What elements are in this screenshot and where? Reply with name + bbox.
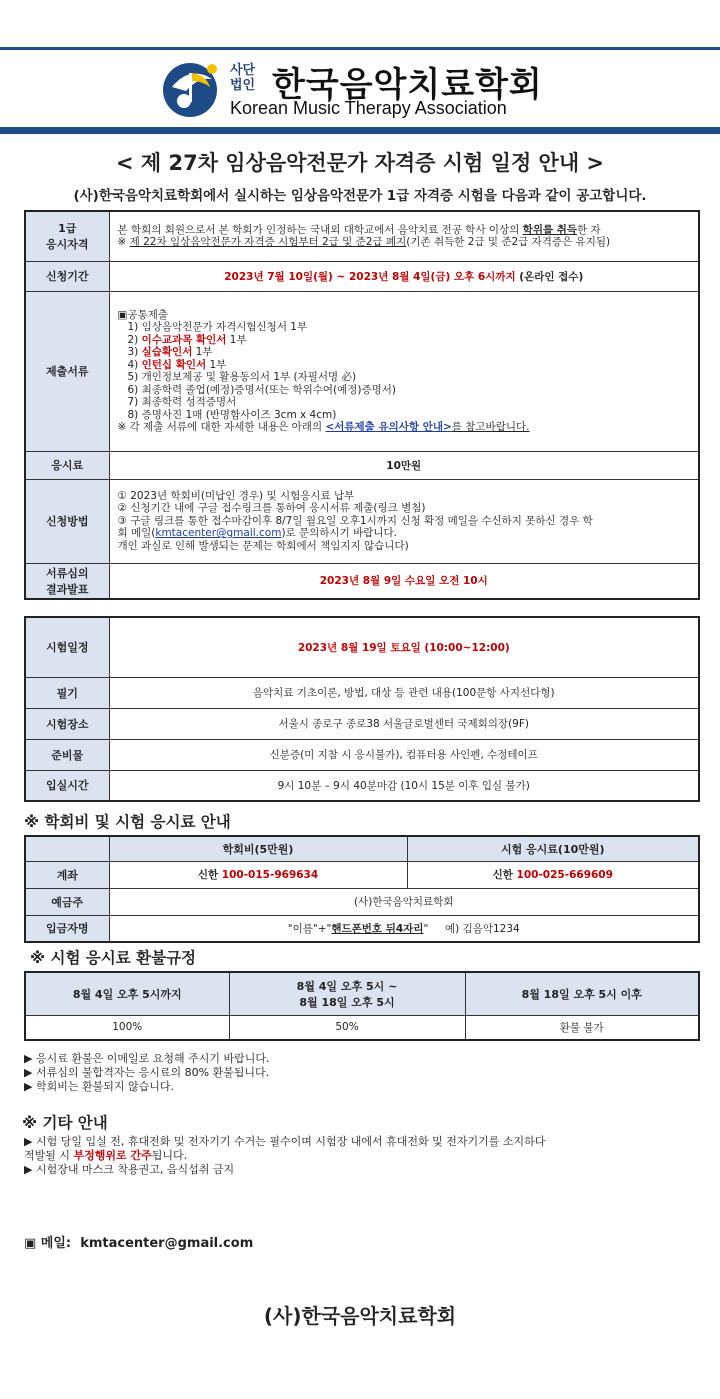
page-subtitle: (사)한국음악치료학회에서 실시하는 임상음악전문가 1급 자격증 시험을 다음과 같이 공고합니다.	[73, 188, 647, 204]
fee-label: 응시료	[25, 451, 109, 479]
prep-value: 신분증(미 지참 시 응시불가), 컴퓨터용 사인펜, 수정테이프	[109, 739, 699, 770]
list-item: ▶ 시험장내 마스크 착용권고, 음식섭취 금지	[24, 1163, 235, 1176]
period-value: 2023년 7월 10일(월) ~ 2023년 8월 4일(금) 오후 6시까지 (온라인 접수)	[109, 261, 699, 291]
documents-value: ▣공통제출 1) 임상음악전문가 자격시험신청서 1부 2) 이수교과목 확인서 1부 3) 실습확인서 1부 4) 인턴십 확인서 1부 5) 개인정보제공 및 활용동의서 1부 (자필서명 必) 6) 최종학력 졸업(예정)증명서(또는 학위수여(예정)증명서) 7) 최종학력 성적증명서 8) 증명사진 1매 (반명함사이즈 3cm x 4cm) ※ 각 제출 서류에 대한 자세한 내용은 아래의 <서류제출 유의사항 안내>를 참고바랍니다.	[109, 291, 699, 451]
table-row	[25, 261, 699, 291]
account-label: 계좌	[25, 861, 109, 888]
membership-fee-header: 학회비(5만원)	[109, 836, 407, 861]
list-item: 적발될 시 부정행위로 간주됩니다.	[24, 1149, 188, 1162]
refund-notes	[24, 1052, 269, 1094]
refund-rate-1: 100%	[25, 1015, 229, 1040]
table-row	[25, 291, 699, 451]
entry-value: 9시 10분 – 9시 40분마감 (10시 15분 이후 입실 불가)	[109, 770, 699, 801]
holder-value: (사)한국음악치료학회	[109, 888, 699, 915]
table-row	[25, 1015, 699, 1040]
entry-label: 입실시간	[25, 770, 109, 801]
header-rule-bottom	[0, 127, 720, 134]
exam-fee-account: 신한 100-025-669609	[407, 861, 699, 888]
result-value: 2023년 8월 9일 수요일 오전 10시	[109, 563, 699, 599]
association-logo	[160, 55, 580, 123]
table-row	[25, 770, 699, 801]
method-label: 신청방법	[25, 479, 109, 563]
refund-rate-3: 환불 불가	[465, 1015, 699, 1040]
table-row	[25, 739, 699, 770]
table-row	[25, 479, 699, 563]
table-row	[25, 451, 699, 479]
result-label: 서류심의 결과발표	[25, 563, 109, 599]
refund-table	[24, 971, 700, 1041]
table-row	[25, 563, 699, 599]
table-row	[25, 677, 699, 708]
document-item: 8) 증명사진 1매 (반명함사이즈 3cm x 4cm)	[127, 408, 337, 421]
contact-email-link[interactable]: kmtacenter@gmail.com	[155, 527, 282, 540]
fee-value: 10만원	[109, 451, 699, 479]
etc-notes	[24, 1135, 545, 1177]
document-item: 4) 인턴십 확인서 1부	[127, 358, 227, 371]
contact-email-address[interactable]: kmtacenter@gmail.com	[80, 1236, 254, 1251]
qualification-value: 본 학회의 회원으로서 본 학회가 인정하는 국내외 대학교에서 음악치료 전공 학사 이상의 학위를 취득한 자 ※ 제 22차 임상음악전문가 자격증 시험부터 2급 및 준2급 폐지(기존 취득한 2급 및 준2급 자격증은 유지됨)	[109, 211, 699, 261]
written-value: 음악치료 기초이론, 방법, 대상 등 관련 내용(100문항 사지선다형)	[109, 677, 699, 708]
list-item: ▶ 응시료 환불은 이메일로 요청해 주시기 바랍니다.	[24, 1052, 270, 1065]
document-item: 7) 최종학력 성적증명서	[127, 396, 237, 408]
etc-section-heading: ※ 기타 안내	[22, 1114, 108, 1132]
document-item: 5) 개인정보제공 및 활용동의서 1부 (자필서명 必)	[127, 371, 357, 383]
music-note-logo-icon	[160, 57, 226, 119]
logo-corporation-label: 사단 법인	[230, 63, 256, 93]
list-item: ▶ 서류심의 불합격자는 응시료의 80% 환불됩니다.	[24, 1066, 270, 1079]
refund-period-3: 8월 18일 오후 5시 이후	[465, 972, 699, 1015]
contact-email: ▣ 메일: kmtacenter@gmail.com	[24, 1236, 254, 1251]
exam-date-label: 시험일정	[25, 617, 109, 677]
qualification-label: 1급 응시자격	[25, 211, 109, 261]
table-row	[25, 888, 699, 915]
table-row	[25, 861, 699, 888]
application-info-table	[24, 210, 700, 600]
prep-label: 준비물	[25, 739, 109, 770]
refund-rate-2: 50%	[229, 1015, 465, 1040]
membership-account: 신한 100-015-969634	[109, 861, 407, 888]
header-rule-top	[0, 47, 720, 50]
logo-name-english: Korean Music Therapy Association	[230, 98, 507, 118]
refund-section-heading: ※ 시험 응시료 환불규정	[30, 949, 197, 967]
refund-period-1: 8월 4일 오후 5시까지	[25, 972, 229, 1015]
table-row	[25, 915, 699, 942]
list-item: ▶ 학회비는 환불되지 않습니다.	[24, 1080, 174, 1093]
document-item: 2) 이수교과목 확인서 1부	[127, 333, 247, 346]
exam-info-table	[24, 616, 700, 802]
table-row	[25, 211, 699, 261]
place-value: 서울시 종로구 종로38 서울글로벌센터 국제회의장(9F)	[109, 708, 699, 739]
period-label: 신청기간	[25, 261, 109, 291]
exam-date-value: 2023년 8월 19일 토요일 (10:00~12:00)	[109, 617, 699, 677]
page-title: < 제 27차 임상음악전문가 자격증 시험 일정 안내 >	[115, 151, 605, 175]
document-item: 6) 최종학력 졸업(예정)증명서(또는 학위수여(예정)증명서)	[127, 383, 397, 396]
depositor-label: 입금자명	[25, 915, 109, 942]
logo-name-korean: 한국음악치료학회	[272, 65, 543, 105]
table-row	[25, 708, 699, 739]
exam-fee-header: 시험 응시료(10만원)	[407, 836, 699, 861]
table-row	[25, 617, 699, 677]
list-item: ▶ 시험 당일 입실 전, 휴대전화 및 전자기기 수거는 필수이며 시험장 내에서 휴대전화 및 전자기기를 소지하다	[24, 1135, 546, 1148]
holder-label: 예금주	[25, 888, 109, 915]
fee-section-heading: ※ 학회비 및 시험 응시료 안내	[24, 813, 231, 831]
method-value: ① 2023년 학회비(미납인 경우) 및 시험응시료 납부 ② 신청기간 내에 구글 접수링크를 통하여 응시서류 제출(링크 별첨) ③ 구글 링크를 통한 접수마감이후 8/7일 월요일 오후1시까지 신청 확정 메일을 수신하지 못하신 경우 학 회 메일(kmtacenter@gmail.com)로 문의하시기 바랍니다. 개인 과실로 인해 발생되는 문제는 학회에서 책임지지 않습니다)	[109, 479, 699, 563]
table-row	[25, 972, 699, 1015]
table-row	[25, 836, 699, 861]
depositor-value: "이름"+"핸드폰번호 뒤4자리" 예) 김음악1234	[109, 915, 699, 942]
document-guide-link[interactable]: <서류제출 유의사항 안내>	[325, 421, 452, 433]
documents-label: 제출서류	[25, 291, 109, 451]
document-item: 1) 임상음악전문가 자격시험신청서 1부	[127, 321, 308, 333]
place-label: 시험장소	[25, 708, 109, 739]
written-label: 필기	[25, 677, 109, 708]
refund-period-2: 8월 4일 오후 5시 ~ 8월 18일 오후 5시	[229, 972, 465, 1015]
document-item: 3) 실습확인서 1부	[127, 346, 213, 358]
fee-account-table	[24, 835, 700, 943]
footer-organization: (사)한국음악치료학회	[263, 1304, 457, 1328]
